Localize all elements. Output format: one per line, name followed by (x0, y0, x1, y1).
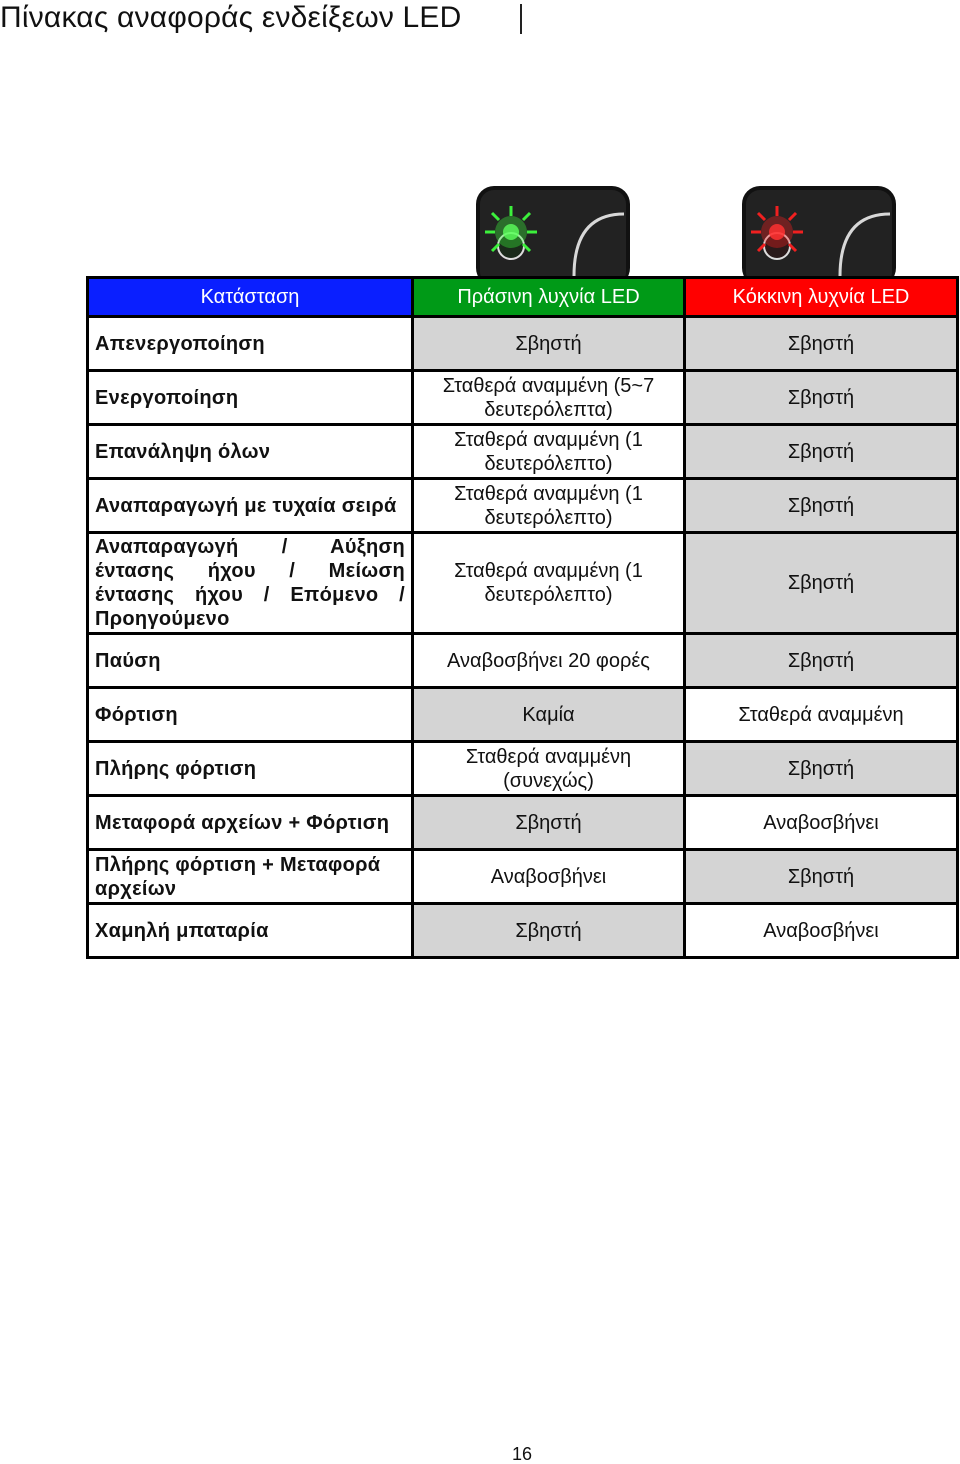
red-led-cell: Σβηστή (685, 479, 958, 533)
state-cell: Χαμηλή μπαταρία (88, 904, 413, 958)
red-led-cell: Σβηστή (685, 634, 958, 688)
state-cell: Πλήρης φόρτιση (88, 742, 413, 796)
state-cell: Αναπαραγωγή / Αύξηση έντασης ήχου / Μείωση έντασης ήχου / Επόμενο / Προηγούμενο (88, 533, 413, 634)
table-row (88, 850, 958, 904)
red-led-device-icon (740, 184, 898, 276)
title-divider (520, 4, 522, 34)
page-title: Πίνακας αναφοράς ενδείξεων LED (0, 1, 462, 34)
red-led-cell: Σβηστή (685, 371, 958, 425)
table-row (88, 371, 958, 425)
green-led-cell: Σβηστή (413, 317, 685, 371)
green-led-cell: Αναβοσβήνει (413, 850, 685, 904)
red-led-cell: Σταθερά αναμμένη (685, 688, 958, 742)
state-cell: Απενεργοποίηση (88, 317, 413, 371)
table-row (88, 479, 958, 533)
green-led-cell: Σβηστή (413, 796, 685, 850)
table-row (88, 425, 958, 479)
green-led-device-icon (474, 184, 632, 276)
red-led-cell: Αναβοσβήνει (685, 904, 958, 958)
table-row (88, 904, 958, 958)
table-row (88, 688, 958, 742)
state-cell: Επανάληψη όλων (88, 425, 413, 479)
state-cell: Φόρτιση (88, 688, 413, 742)
green-led-cell: Σταθερά αναμμένη (1 δευτερόλεπτο) (413, 479, 685, 533)
state-cell: Πλήρης φόρτιση + Μεταφορά αρχείων (88, 850, 413, 904)
header-status: Κατάσταση (88, 278, 413, 317)
green-led-cell: Αναβοσβήνει 20 φορές (413, 634, 685, 688)
table-row (88, 634, 958, 688)
green-led-cell: Σταθερά αναμμένη (5~7 δευτερόλεπτα) (413, 371, 685, 425)
state-cell: Παύση (88, 634, 413, 688)
state-cell: Μεταφορά αρχείων + Φόρτιση (88, 796, 413, 850)
red-led-cell: Σβηστή (685, 425, 958, 479)
red-led-cell: Σβηστή (685, 317, 958, 371)
red-led-cell: Σβηστή (685, 742, 958, 796)
table-row (88, 317, 958, 371)
red-led-cell: Σβηστή (685, 533, 958, 634)
red-led-cell: Αναβοσβήνει (685, 796, 958, 850)
header-green-led: Πράσινη λυχνία LED (413, 278, 685, 317)
green-led-cell: Καμία (413, 688, 685, 742)
table-row (88, 742, 958, 796)
green-led-cell: Σταθερά αναμμένη (συνεχώς) (413, 742, 685, 796)
green-led-cell: Σταθερά αναμμένη (1 δευτερόλεπτο) (413, 533, 685, 634)
green-led-cell: Σβηστή (413, 904, 685, 958)
green-led-cell: Σταθερά αναμμένη (1 δευτερόλεπτο) (413, 425, 685, 479)
page-number: 16 (511, 1444, 533, 1464)
table-row (88, 533, 958, 634)
state-cell: Αναπαραγωγή με τυχαία σειρά (88, 479, 413, 533)
red-led-cell: Σβηστή (685, 850, 958, 904)
led-indicator-table (86, 276, 959, 959)
state-cell: Ενεργοποίηση (88, 371, 413, 425)
header-red-led: Κόκκινη λυχνία LED (685, 278, 958, 317)
table-row (88, 796, 958, 850)
